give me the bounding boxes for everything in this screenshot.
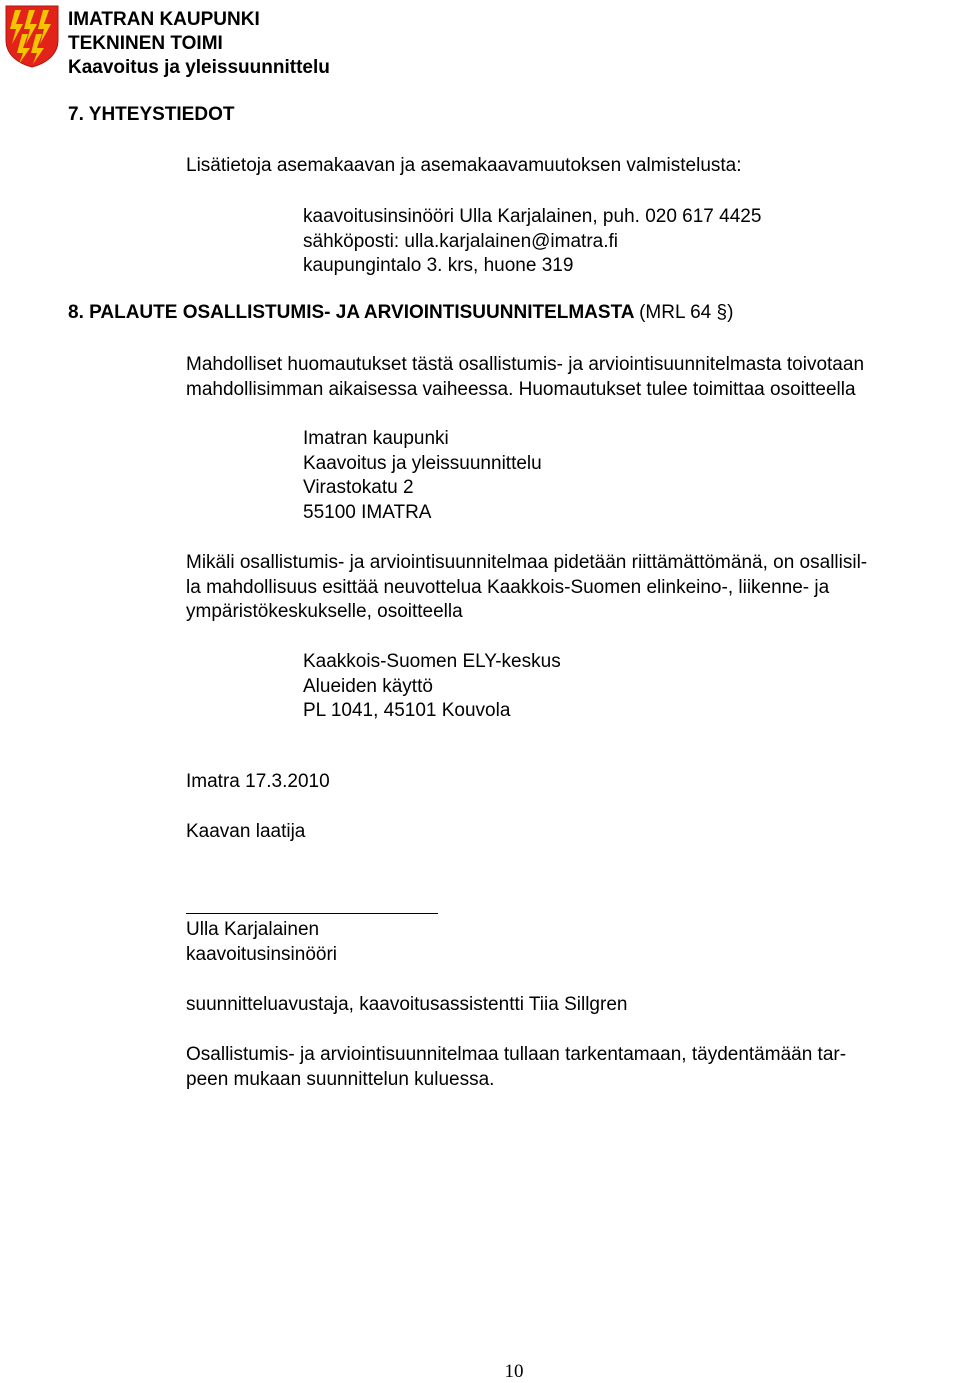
address-line: Virastokatu 2 — [303, 477, 414, 498]
imatra-coat-of-arms-icon — [4, 4, 60, 68]
section-8-title-suffix: (MRL 64 §) — [639, 302, 734, 323]
ely-paragraph-line: la mahdollisuus esittää neuvottelua Kaakkois-Suomen elinkeino-, liikenne- ja — [186, 576, 830, 598]
unit-name: Kaavoitus ja yleissuunnittelu — [68, 57, 330, 78]
address-line: 55100 IMATRA — [303, 501, 432, 523]
signer-role: Kaavan laatija — [186, 821, 306, 842]
document-header — [68, 8, 330, 80]
feedback-paragraph-line: Mahdolliset huomautukset tästä osallistumis- ja arviointisuunnitelmasta toivotaan — [186, 354, 865, 375]
signature-line — [186, 913, 438, 914]
address-line: Imatran kaupunki — [303, 428, 449, 449]
assistant-line: suunnitteluavustaja, kaavoitusassistentti Tiia Sillgren — [186, 994, 628, 1015]
ely-address-line: PL 1041, 45101 Kouvola — [303, 700, 511, 721]
section-7-title: 7. YHTEYSTIEDOT — [68, 104, 235, 125]
department-name: TEKNINEN TOIMI — [68, 33, 223, 54]
signer-title: kaavoitusinsinööri — [186, 943, 338, 965]
section-8-title — [68, 302, 733, 324]
ely-paragraph-line: ympäristökeskukselle, osoitteella — [186, 601, 463, 622]
section-8-title-text: 8. PALAUTE OSALLISTUMIS- JA ARVIOINTISUUNNITELMASTA — [68, 302, 634, 323]
address-line: Kaavoitus ja yleissuunnittelu — [303, 452, 542, 474]
ely-address-line: Alueiden käyttö — [303, 675, 433, 697]
contact-line: kaavoitusinsinööri Ulla Karjalainen, puh. 020 617 4425 — [303, 206, 762, 227]
page-number: 10 — [504, 1361, 524, 1382]
contact-room-line: kaupungintalo 3. krs, huone 319 — [303, 255, 574, 276]
signer-name: Ulla Karjalainen — [186, 919, 320, 940]
feedback-paragraph-line: mahdollisimman aikaisessa vaiheessa. Huomautukset tulee toimittaa osoitteella — [186, 378, 856, 400]
ely-address-line: Kaakkois-Suomen ELY-keskus — [303, 651, 561, 672]
ely-paragraph-line: Mikäli osallistumis- ja arviointisuunnitelmaa pidetään riittämättömänä, on osallisil- — [186, 552, 868, 573]
closing-note-line: peen mukaan suunnittelun kuluessa. — [186, 1068, 495, 1090]
contact-email-line: sähköposti: ulla.karjalainen@imatra.fi — [303, 230, 618, 252]
org-name: IMATRAN KAUPUNKI — [68, 9, 260, 30]
closing-note-line: Osallistumis- ja arviointisuunnitelmaa tullaan tarkentamaan, täydentämään tar- — [186, 1044, 847, 1065]
place-and-date: Imatra 17.3.2010 — [186, 771, 330, 792]
contact-intro: Lisätietoja asemakaavan ja asemakaavamuutoksen valmistelusta: — [186, 155, 742, 176]
